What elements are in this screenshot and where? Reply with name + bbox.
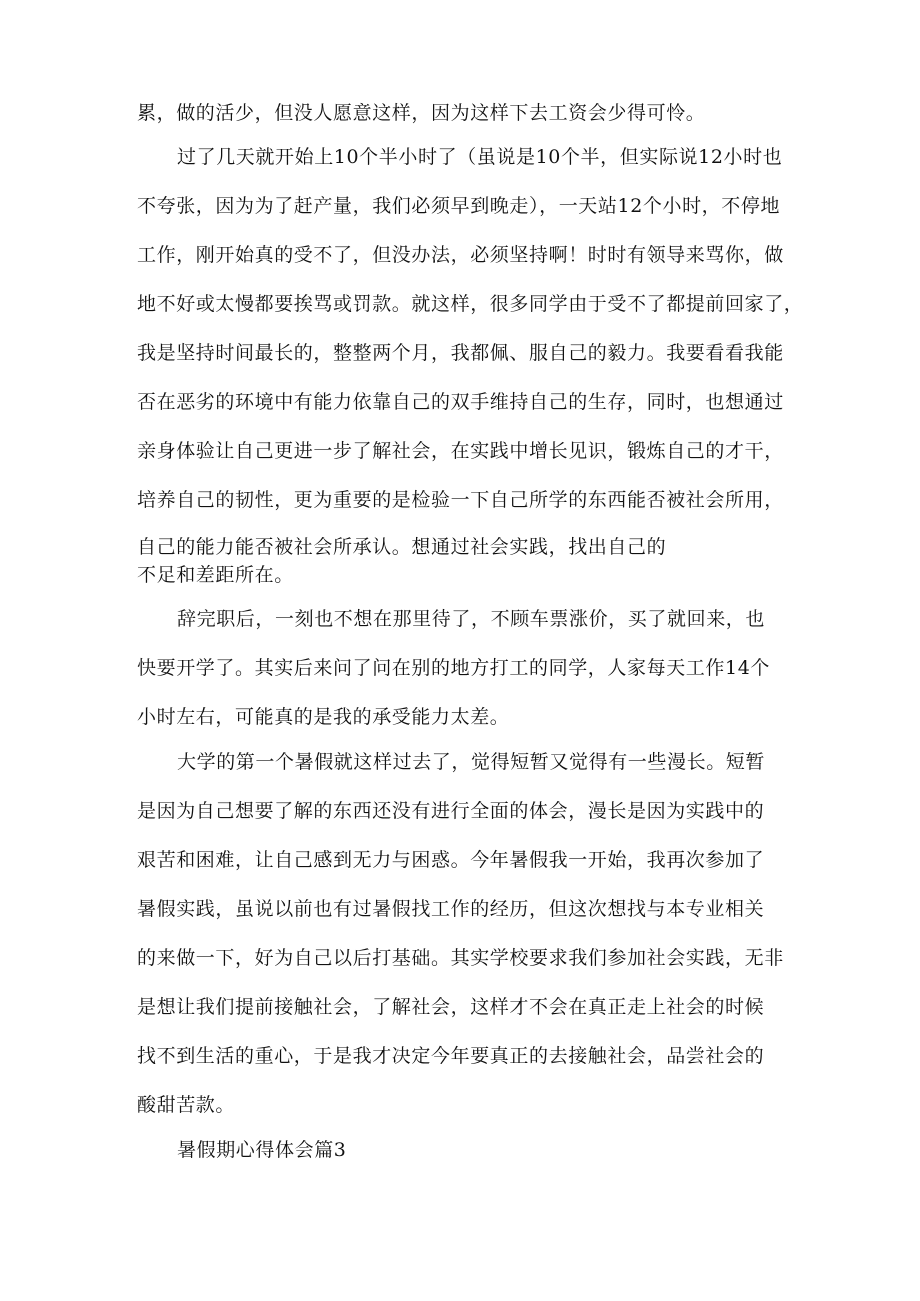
paragraph-line: 累，做的活少，但没人愿意这样，因为这样下去工资会少得可怜。 <box>137 102 706 124</box>
paragraph-line: 是想让我们提前接触社会，了解社会，这样才不会在真正走上社会的时候 <box>137 996 765 1018</box>
paragraph-line: 过了几天就开始上10个半小时了（虽说是10个半，但实际说12小时也 <box>177 146 783 168</box>
paragraph-line: 培养自己的韧性，更为重要的是检验一下自己所学的东西能否被社会所用， <box>137 489 784 511</box>
paragraph-line: 辞完职后，一刻也不想在那里待了，不顾车票涨价，买了就回来，也 <box>177 608 766 630</box>
paragraph-line: 不足和差距所在。 <box>137 564 294 586</box>
paragraph-line: 快要开学了。其实后来问了问在别的地方打工的同学，人家每天工作14个 <box>137 657 770 679</box>
paragraph-line: 酸甜苦款。 <box>137 1094 236 1116</box>
paragraph-line: 否在恶劣的环境中有能力依靠自己的双手维持自己的生存，同时，也想通过 <box>137 391 784 413</box>
paragraph-line: 不夸张，因为为了赶产量，我们必须早到晚走），一天站12个小时，不停地 <box>137 195 781 217</box>
paragraph-line: 找不到生活的重心，于是我才决定今年要真正的去接触社会，品尝社会的 <box>137 1045 765 1067</box>
paragraph-line: 的来做一下，好为自己以后打基础。其实学校要求我们参加社会实践，无非 <box>137 947 784 969</box>
paragraph-line: 地不好或太慢都要挨骂或罚款。就这样，很多同学由于受不了都提前回家了， <box>137 293 804 315</box>
paragraph-line: 工作，刚开始真的受不了，但没办法，必须坚持啊！时时有领导来骂你，做 <box>137 244 784 266</box>
section-heading: 暑假期心得体会篇3 <box>177 1139 347 1161</box>
paragraph-line: 大学的第一个暑假就这样过去了，觉得短暂又觉得有一些漫长。短暂 <box>177 751 766 773</box>
paragraph-line: 艰苦和困难，让自己感到无力与困惑。今年暑假我一开始，我再次参加了 <box>137 849 765 871</box>
paragraph-line: 亲身体验让自己更进一步了解社会，在实践中增长见识，锻炼自己的才干， <box>137 440 784 462</box>
paragraph-line: 小时左右，可能真的是我的承受能力太差。 <box>137 706 510 728</box>
paragraph-line: 我是坚持时间最长的，整整两个月，我都佩、服自己的毅力。我要看看我能 <box>137 342 784 364</box>
paragraph-line: 暑假实践，虽说以前也有过暑假找工作的经历，但这次想找与本专业相关 <box>137 898 765 920</box>
paragraph-line: 是因为自己想要了解的东西还没有进行全面的体会，漫长是因为实践中的 <box>137 800 765 822</box>
paragraph-line: 自己的能力能否被社会所承认。想通过社会实践，找出自己的 <box>137 536 667 558</box>
